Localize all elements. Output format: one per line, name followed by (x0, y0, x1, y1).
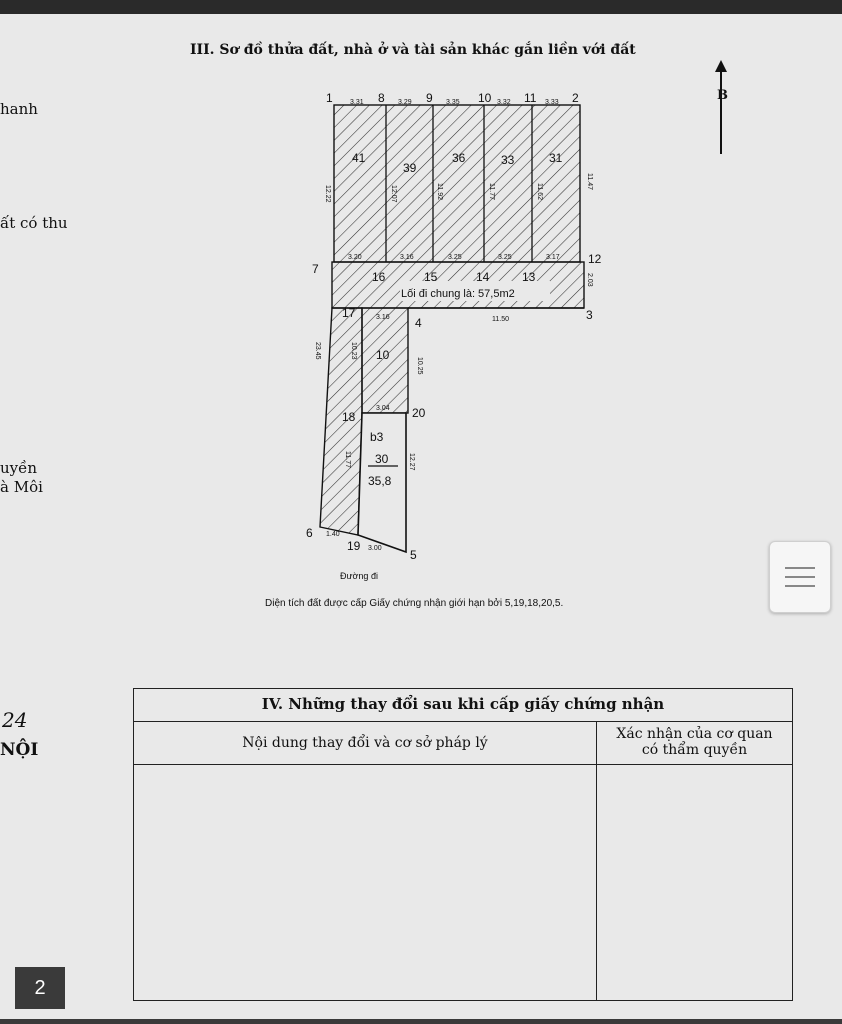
lot-number: 10 (376, 348, 390, 362)
top-bar (0, 0, 842, 14)
lot-number: 33 (501, 153, 515, 167)
land-plot-diagram (300, 85, 630, 585)
point-label: 18 (342, 410, 356, 424)
dimension: 2.03 (586, 273, 593, 287)
point-label: 20 (412, 406, 426, 420)
dimension: 11.50 (492, 316, 509, 323)
north-label: B (717, 88, 728, 103)
plot-number: 30 (375, 452, 389, 466)
road-label: Đường đi (340, 571, 378, 581)
plot-id: b3 (370, 430, 384, 444)
table-cell-empty (597, 765, 793, 1001)
section-heading: III. Sơ đồ thửa đất, nhà ở và tài sản khác gắn liền với đất (190, 42, 636, 58)
left-cut-text-1: hanh (0, 100, 38, 118)
lot-number: 36 (452, 151, 466, 165)
dimension: 10.25 (416, 357, 423, 375)
point-label: 9 (426, 91, 433, 105)
column-header-line: có thẩm quyền (641, 742, 748, 758)
dimension: 1.40 (326, 531, 340, 538)
common-path-label: Lối đi chung là: 57,5m2 (401, 288, 515, 300)
lot-number: 14 (476, 270, 490, 284)
left-cut-text-4: à Môi (0, 478, 43, 496)
dimension: 11.77 (344, 451, 351, 468)
column-header-confirmation (597, 722, 793, 765)
dimension: 3.25 (498, 254, 512, 261)
bottom-bar (0, 1019, 842, 1024)
dimension: 3.20 (348, 254, 362, 261)
left-cut-text-5: NỘI (0, 740, 39, 760)
point-label: 8 (378, 91, 385, 105)
dimension: 3.00 (368, 545, 382, 552)
table-title: IV. Những thay đổi sau khi cấp giấy chứng nhận (134, 689, 793, 722)
dimension: 11.62 (536, 183, 543, 200)
point-label: 4 (415, 316, 422, 330)
table-cell-empty (134, 765, 597, 1001)
point-label: 12 (588, 252, 602, 266)
point-label: 3 (586, 308, 593, 322)
lot-number: 16 (372, 270, 386, 284)
dimension: 23.45 (314, 342, 321, 360)
lot-number: 41 (352, 151, 366, 165)
menu-icon (785, 567, 815, 569)
plot-area: 35,8 (368, 474, 392, 488)
lot-number: 31 (549, 151, 563, 165)
dimension: 3.32 (497, 99, 511, 106)
dimension: 3.04 (376, 405, 390, 412)
dimension: 3.33 (545, 99, 559, 106)
point-label: 11 (524, 91, 537, 105)
dimension: 3.17 (546, 254, 560, 261)
lot-number: 13 (522, 270, 536, 284)
point-label: 10 (478, 91, 492, 105)
dimension: 3.16 (400, 254, 414, 261)
lot-number: 39 (403, 161, 417, 175)
lot-number: 15 (424, 270, 438, 284)
changes-table (133, 688, 793, 1001)
point-label: 5 (410, 548, 417, 562)
point-label: 7 (312, 262, 319, 276)
dimension: 12.22 (324, 185, 331, 203)
column-header-line: Xác nhận của cơ quan (616, 726, 773, 742)
dimension: 3.25 (448, 254, 462, 261)
dimension: 12.27 (408, 453, 415, 471)
column-header-content: Nội dung thay đổi và cơ sở pháp lý (134, 722, 597, 765)
plot-caption: Diện tích đất được cấp Giấy chứng nhận giới hạn bởi 5,19,18,20,5. (265, 598, 564, 609)
left-cut-handwritten: 24 (2, 708, 28, 732)
point-label: 17 (342, 306, 356, 320)
point-label: 2 (572, 91, 579, 105)
dimension: 3.16 (376, 314, 390, 321)
dimension: 3.31 (350, 99, 364, 106)
point-label: 19 (347, 539, 361, 553)
dimension: 10.23 (350, 342, 357, 360)
point-label: 1 (326, 91, 333, 105)
left-cut-text-2: ất có thu (0, 214, 68, 232)
dimension: 12.07 (390, 185, 397, 203)
dimension: 11.47 (586, 173, 593, 190)
dimension: 3.35 (446, 99, 460, 106)
north-arrow (712, 60, 732, 160)
page-number-badge: 2 (15, 967, 65, 1009)
point-label: 6 (306, 526, 313, 540)
left-cut-text-3: uyền (0, 459, 38, 477)
hamburger-menu-button[interactable] (769, 541, 831, 613)
dimension: 11.92 (436, 183, 443, 200)
dimension: 3.29 (398, 99, 412, 106)
dimension: 11.77 (488, 183, 495, 200)
